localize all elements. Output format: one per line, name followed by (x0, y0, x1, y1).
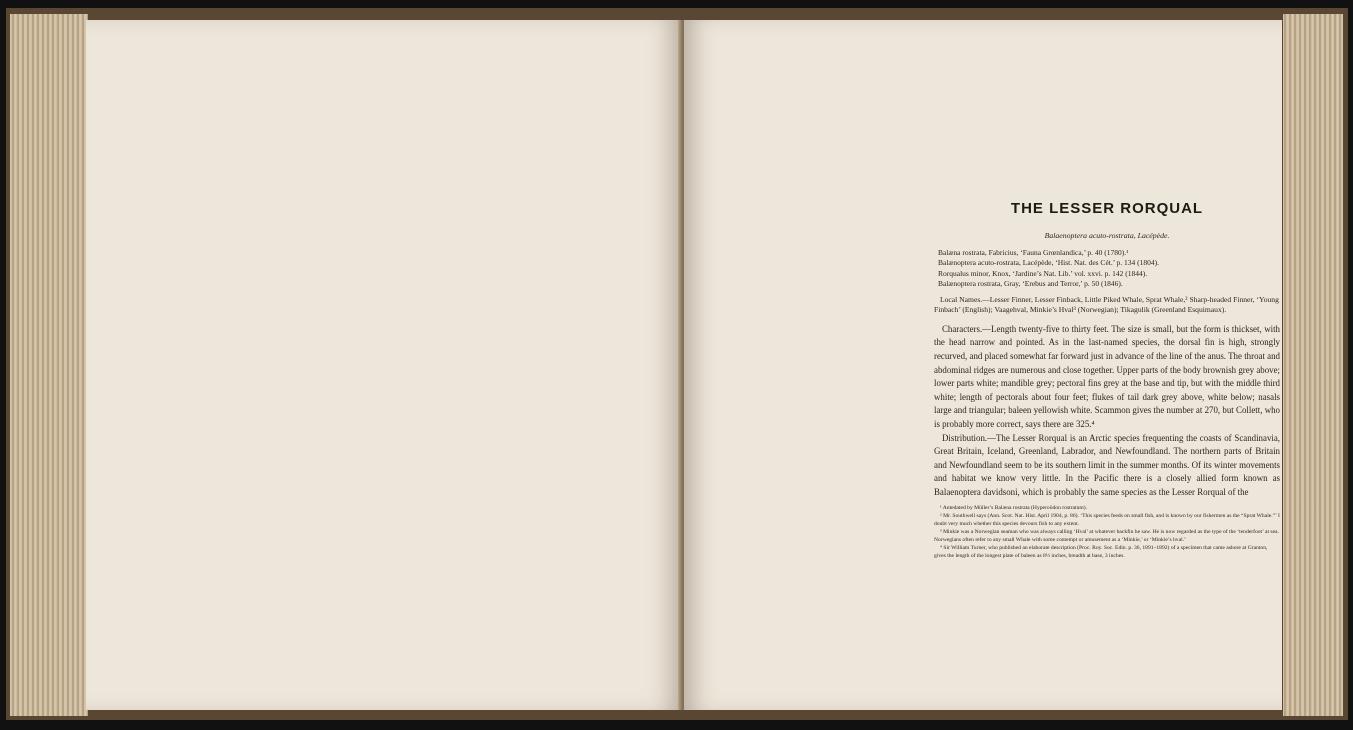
body-text (934, 323, 1280, 500)
synonym-entry: Balænoptera acuto-rostrata, Lacépède, ‘Hist. Nat. des Cét.’ p. 134 (1804). (938, 258, 1160, 268)
footnote: ⁴ Sir William Turner, who published an elaborate description (Proc. Roy. Soc. Edin. p. 36, 1891–1892) of a specimen that came ashore at Granton, gives the length of the longest plate of baleen as 8½ inches, breadth at base, 3 inches. (934, 544, 1268, 559)
species-subtitle: Balaenoptera acuto-rostrata, Lacépède. (1044, 231, 1170, 240)
page-title: THE LESSER RORQUAL (1010, 200, 1204, 217)
distribution-paragraph: Distribution.—The Lesser Rorqual is an Arctic species frequenting the coasts of Scandinavia, Great Britain, Iceland, Greenland, Labrador, and Newfoundland. The northern parts of Britain and Newfoundland seem to be its southern limit in the summer months. Of its winter movements and habitat we know very little. In the Pacific there is a closely allied form known as Balaenoptera davidsoni, which is probably the same species as the Lesser Rorqual of the (934, 432, 1280, 497)
page-edges-left (10, 14, 88, 716)
page-content (934, 200, 1280, 560)
right-page (684, 20, 1282, 710)
page-edges-right (1283, 14, 1343, 716)
left-page-blank (86, 20, 680, 710)
footnote: ² Mr. Southwell says (Ann. Scot. Nat. Hist. April 1904, p. 86). ‘This species feeds on small fish, and is known by our fishermen as the “Sprat Whale.”’ I doubt very much whether this species devours fish to any extent. (934, 512, 1280, 527)
synonym-entry: Balænoptera rostrata, Gray, ‘Erebus and Terror,’ p. 50 (1846). (938, 279, 1123, 289)
characters-paragraph: Characters.—Length twenty-five to thirty feet. The size is small, but the form is thickset, with the head narrow and pointed. As in the last-named species, the dorsal fin is high, strongly recurved, and placed somewhat far forward just in advance of the line of the anus. The throat and abdominal ridges are numerous and close together. Upper parts of the body brownish grey above; lower parts white; mandible grey; pectoral fins grey at the base and tip, but with the middle third white; length of pectorals about four feet; flukes of tail dark grey above, white below; nasals large and triangular; baleen yellowish white. Scammon gives the number at 270, but Collett, who is probably more correct, says there are 325.⁴ (934, 323, 1280, 429)
synonyms-list (938, 248, 1280, 290)
footnotes (934, 504, 1280, 560)
synonym-entry: Rorqualus minor, Knox, ‘Jardine’s Nat. Lib.’ vol. xxvi. p. 142 (1844). (938, 268, 1148, 278)
footnote: ¹ Antedated by Müller’s Balæna rostrata (Hyperoödon rostratum). (940, 504, 1087, 511)
footnote: ³ Minkie was a Norwegian seaman who was always calling ‘Hval’ at whatever backfin he saw. He is now regarded as the type of the ‘tenderfoot’ at sea. Norwegians often refer to any small Whale with some contempt or amusement as a ‘Minkie,’ or ‘Minkie’s hval.’ (934, 528, 1279, 543)
synonym-entry: Balæna rostrata, Fabricius, ‘Fauna Grœnlandica,’ p. 40 (1780).¹ (938, 248, 1129, 257)
local-names: Local Names.—Lesser Finner, Lesser Finback, Little Piked Whale, Sprat Whale,² Sharp-headed Finner, ‘Young Finbach’ (English); Vaagehval, Minkie’s Hval³ (Norwegian); Tikagulik (Greenland Esquimaux). (934, 294, 1279, 315)
